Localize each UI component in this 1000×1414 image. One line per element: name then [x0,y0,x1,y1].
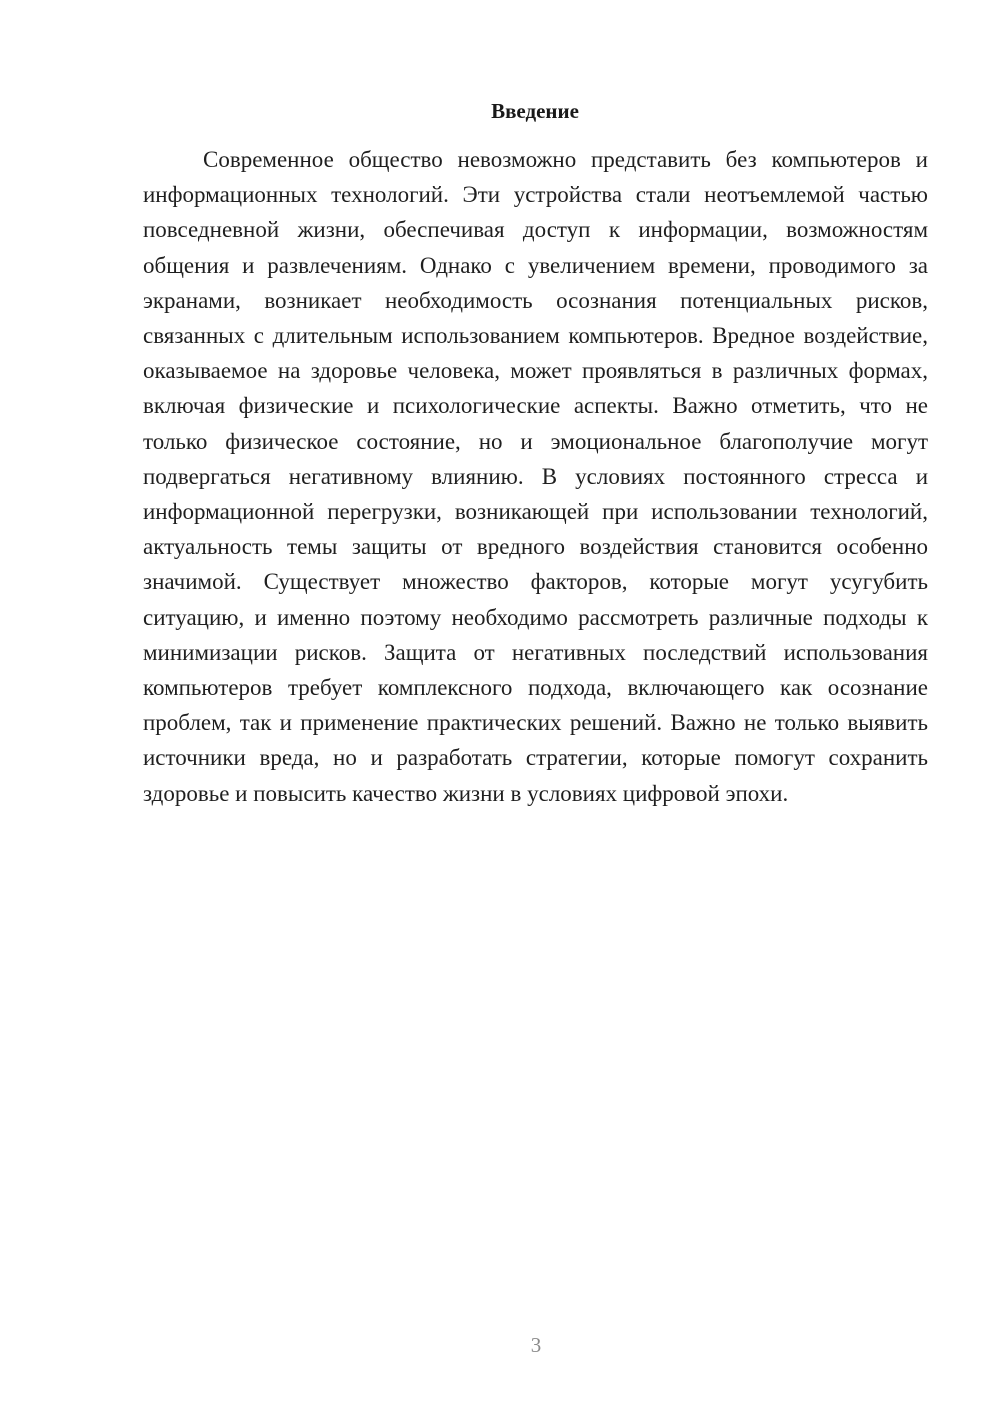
body-paragraph: Современное общество невозможно представить без компьютеров и информационных технологий. Эти устройства стали неотъемлемой частью повседневной жизни, обеспечивая доступ к информации, возможностям общения и развлечениям. Однако с увеличением времени, проводимого за экранами, возникает необходимость осознания потенциальных рисков, связанных с длительным использованием компьютеров. Вредное воздействие, оказываемое на здоровье человека, может проявляться в различных формах, включая физические и психологические аспекты. Важно отметить, что не только физическое состояние, но и эмоциональное благополучие могут подвергаться негативному влиянию. В условиях постоянного стресса и информационной перегрузки, возникающей при использовании технологий, актуальность темы защиты от вредного воздействия становится особенно значимой. Существует множество факторов, которые могут усугубить ситуацию, и именно поэтому необходимо рассмотреть различные подходы к минимизации рисков. Защита от негативных последствий использования компьютеров требует комплексного подхода, включающего как осознание проблем, так и применение практических решений. Важно не только выявить источники вреда, но и разработать стратегии, которые помогут сохранить здоровье и повысить качество жизни в условиях цифровой эпохи. [143,147,928,806]
page-number: 3 [530,1333,542,1357]
section-heading: Введение [491,99,579,123]
